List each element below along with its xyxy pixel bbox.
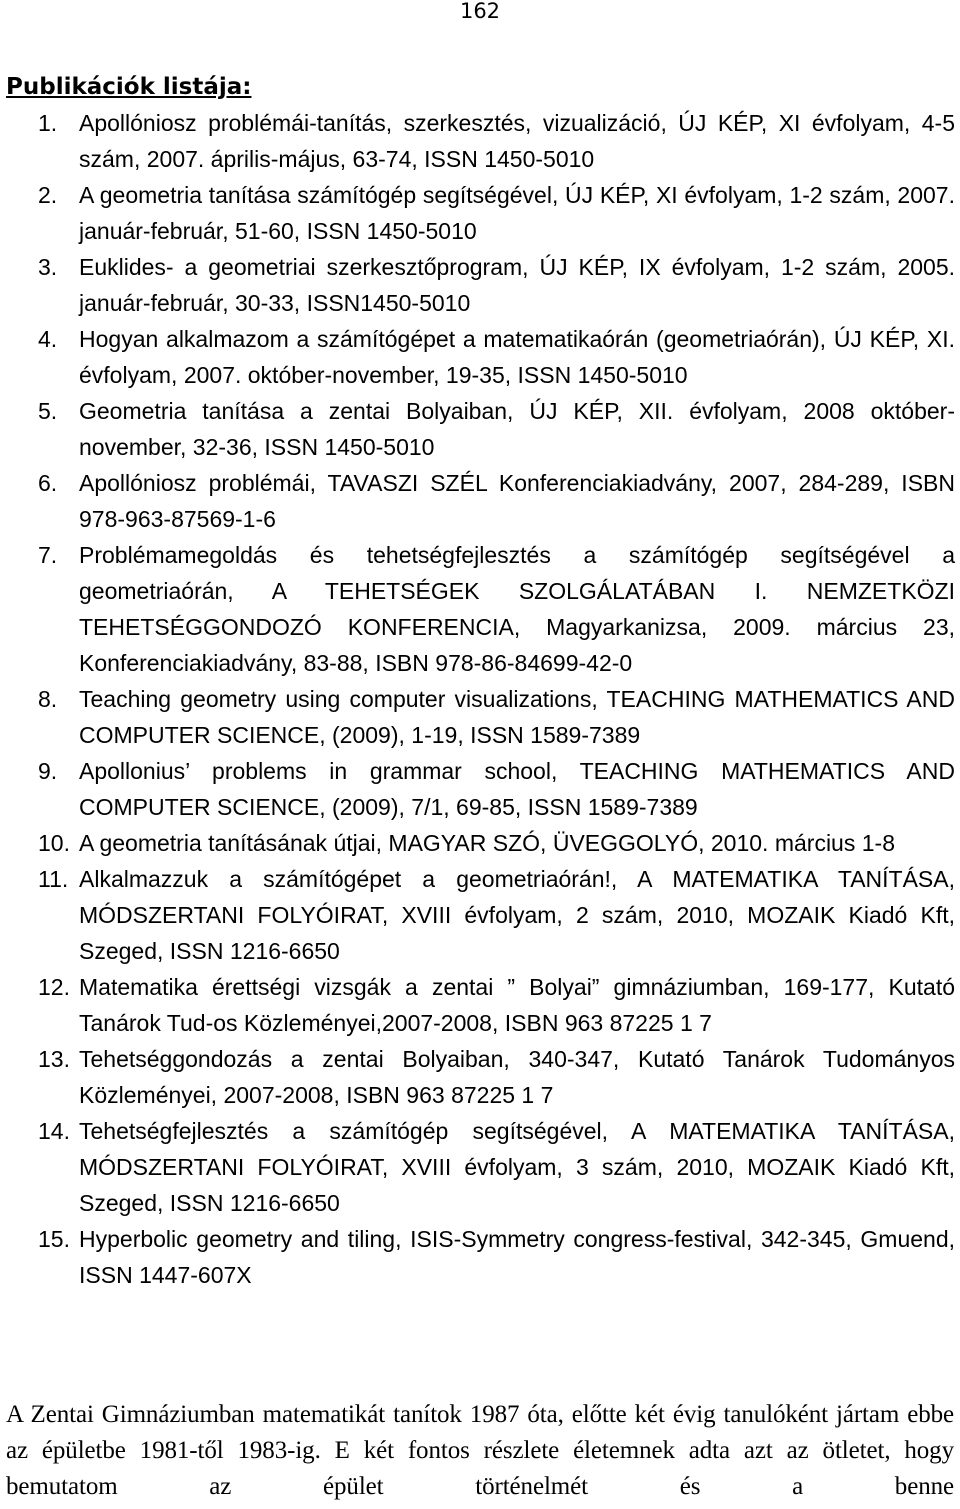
- page-number: 162: [459, 0, 501, 23]
- list-item-number: 14.: [38, 1118, 70, 1144]
- list-item-text: Teaching geometry using computer visualizations, TEACHING MATHEMATICS AND COMPUTER SCIENCE, (2009), 1-19, ISSN 1589-7389: [79, 686, 955, 748]
- list-item-text: Alkalmazzuk a számítógépet a geometriaórán!, A MATEMATIKA TANÍTÁSA, MÓDSZERTANI FOLYÓIRAT, XVIII évfolyam, 2 szám, 2010, MOZAIK Kiadó Kft, Szeged, ISSN 1216-6650: [79, 866, 955, 964]
- list-item-text: Geometria tanítása a zentai Bolyaiban, ÚJ KÉP, XII. évfolyam, 2008 október-november, 32-36, ISSN 1450-5010: [79, 398, 955, 460]
- list-item: [0, 321, 960, 393]
- list-item-number: 2.: [38, 182, 58, 208]
- list-item-number: 7.: [38, 542, 58, 568]
- list-item: [0, 1113, 960, 1221]
- list-item-number: 12.: [38, 974, 70, 1000]
- list-item: [0, 393, 960, 465]
- list-item: [0, 681, 960, 753]
- list-item-text: Problémamegoldás és tehetségfejlesztés a számítógép segítségével a geometriaórán, A TEHETSÉGEK SZOLGÁLATÁBAN I. NEMZETKÖZI TEHETSÉGGONDOZÓ KONFERENCIA, Magyarkanizsa, 2009. március 23, Konferenciakiadvány, 83-88, ISBN 978-86-84699-42-0: [79, 542, 955, 676]
- list-item-number: 10.: [38, 830, 70, 856]
- list-item-number: 4.: [38, 326, 58, 352]
- list-item-number: 9.: [38, 758, 58, 784]
- publication-list-heading: Publikációk listája:: [6, 74, 252, 100]
- list-item: [0, 969, 960, 1041]
- list-item-text: Tehetséggondozás a zentai Bolyaiban, 340-347, Kutató Tanárok Tudományos Közleményei, 2007-2008, ISBN 963 87225 1 7: [79, 1046, 955, 1108]
- list-item-number: 1.: [38, 110, 58, 136]
- list-item: [0, 537, 960, 681]
- list-item: [0, 249, 960, 321]
- list-item-text: Hyperbolic geometry and tiling, ISIS-Symmetry congress-festival, 342-345, Gmuend, ISSN 1447-607X: [79, 1226, 955, 1288]
- list-item-number: 11.: [38, 866, 69, 892]
- list-item: [0, 753, 960, 825]
- list-item: [0, 105, 960, 177]
- list-item-text: Apollóniosz problémái, TAVASZI SZÉL Konferenciakiadvány, 2007, 284-289, ISBN 978-963-87569-1-6: [79, 470, 955, 532]
- list-item-number: 13.: [38, 1046, 70, 1072]
- list-item-number: 5.: [38, 398, 58, 424]
- list-item-text: Euklides- a geometriai szerkesztőprogram, ÚJ KÉP, IX évfolyam, 1-2 szám, 2005. január-február, 30-33, ISSN1450-5010: [79, 254, 955, 316]
- list-item-text: Matematika érettségi vizsgák a zentai ” Bolyai” gimnáziumban, 169-177, Kutató Tanárok Tud-os Közleményei,2007-2008, ISBN 963 87225 1 7: [79, 974, 955, 1036]
- list-item: [0, 1041, 960, 1113]
- list-item: [0, 861, 960, 969]
- list-item-text: Tehetségfejlesztés a számítógép segítségével, A MATEMATIKA TANÍTÁSA, MÓDSZERTANI FOLYÓIRAT, XVIII évfolyam, 3 szám, 2010, MOZAIK Kiadó Kft, Szeged, ISSN 1216-6650: [79, 1118, 955, 1216]
- list-item-text: Apollóniosz problémái-tanítás, szerkesztés, vizualizáció, ÚJ KÉP, XI évfolyam, 4-5 szám, 2007. április-május, 63-74, ISSN 1450-5010: [79, 110, 955, 172]
- list-item: [0, 177, 960, 249]
- list-item: [0, 465, 960, 537]
- list-item-text: Apollonius’ problems in grammar school, TEACHING MATHEMATICS AND COMPUTER SCIENCE, (2009), 7/1, 69-85, ISSN 1589-7389: [79, 758, 955, 820]
- publication-list: [0, 105, 960, 1293]
- list-item-number: 8.: [38, 686, 58, 712]
- list-item: [0, 825, 960, 861]
- list-item-number: 3.: [38, 254, 58, 280]
- list-item-number: 6.: [38, 470, 58, 496]
- narrative-paragraph: A Zentai Gimnáziumban matematikát tanítok 1987 óta, előtte két évig tanulóként jártam ebbe az épületbe 1981-től 1983-ig. E két fontos részlete életemnek adta azt az ötletet, hogy bemutatom az épület történelmét és a benne: [6, 1401, 954, 1500]
- list-item-text: A geometria tanításának útjai, MAGYAR SZÓ, ÜVEGGOLYÓ, 2010. március 1-8: [79, 830, 895, 856]
- list-item: [0, 1221, 960, 1293]
- list-item-number: 15.: [38, 1226, 70, 1252]
- list-item-text: Hogyan alkalmazom a számítógépet a matematikaórán (geometriaórán), ÚJ KÉP, XI. évfolyam, 2007. október-november, 19-35, ISSN 1450-5010: [79, 326, 955, 388]
- list-item-text: A geometria tanítása számítógép segítségével, ÚJ KÉP, XI évfolyam, 1-2 szám, 2007. január-február, 51-60, ISSN 1450-5010: [79, 182, 955, 244]
